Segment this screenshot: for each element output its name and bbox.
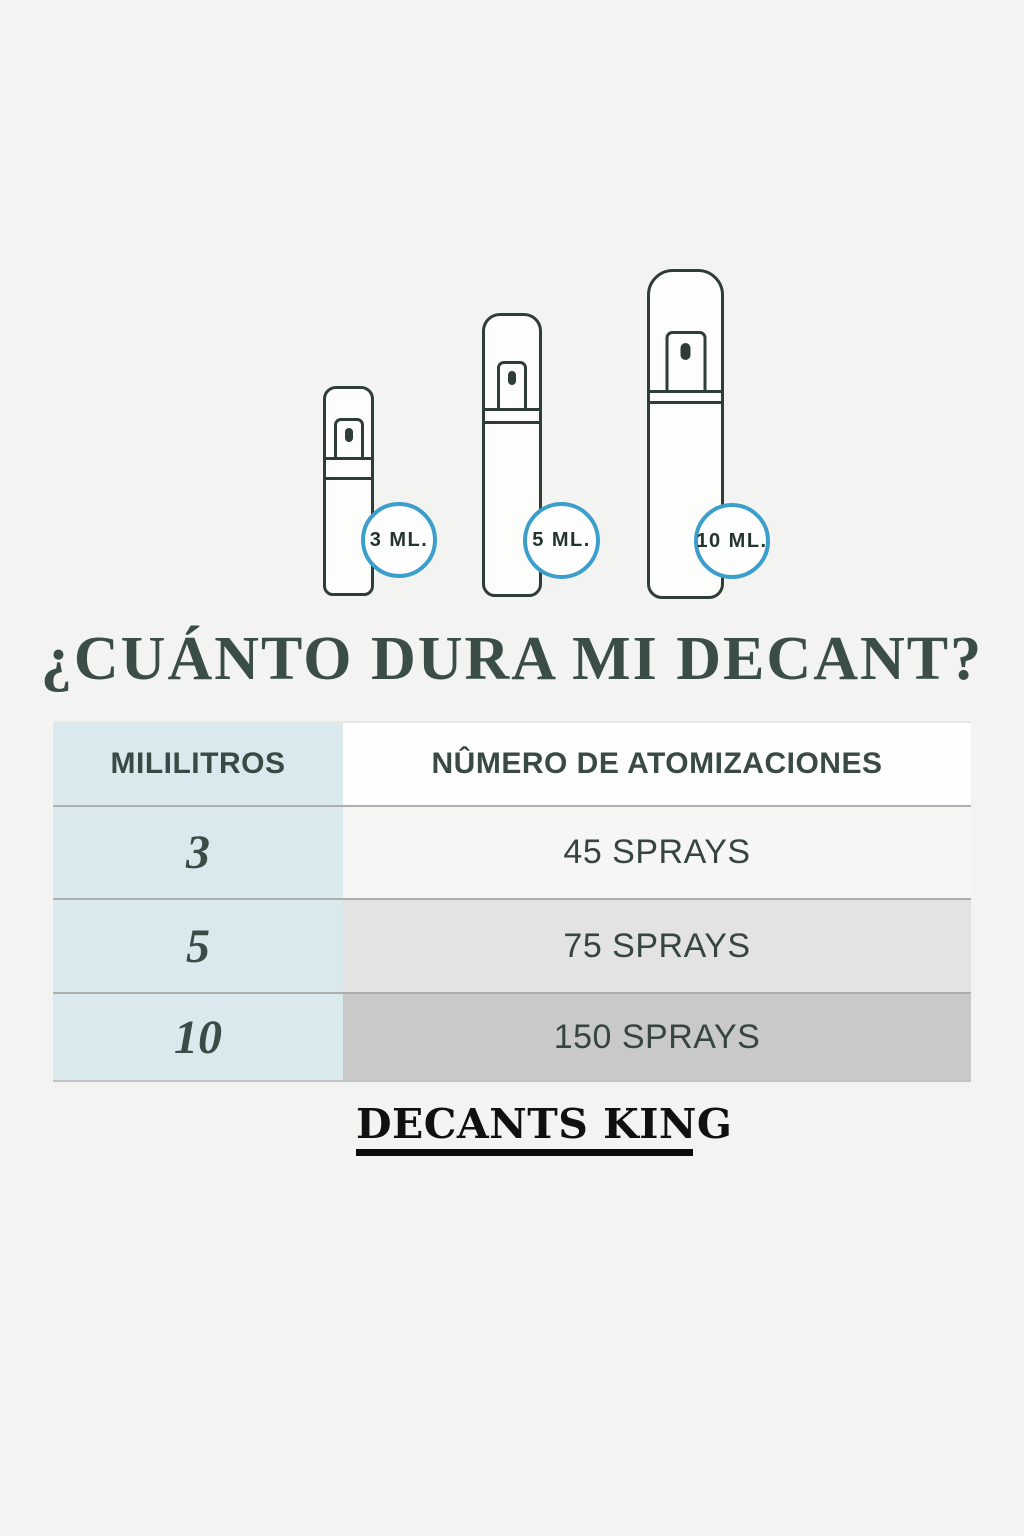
- sprays-cell: [343, 900, 971, 992]
- header-label: MILILITROS: [110, 747, 286, 780]
- sprays-value: 150 SPRAYS: [553, 1017, 761, 1056]
- ml-value: 10: [174, 1010, 222, 1064]
- spray-actuator-icon: [334, 418, 364, 457]
- ml-value: 5: [186, 919, 210, 973]
- ml-value: 3: [186, 826, 210, 879]
- sprays-value: 45 SPRAYS: [563, 833, 751, 871]
- spray-actuator-icon: [497, 361, 527, 408]
- nozzle-icon: [681, 343, 691, 360]
- page-title: ¿CUÁNTO DURA MI DECANT?: [40, 625, 984, 693]
- header-cell-atomizations: [343, 723, 971, 805]
- size-badge-label: 3 ML.: [369, 528, 429, 551]
- sprays-value: 75 SPRAYS: [563, 926, 751, 965]
- duration-table: [53, 721, 971, 1082]
- size-badge-label: 10 ML.: [696, 529, 768, 552]
- bottle-collar: [326, 457, 371, 480]
- size-badge-5ml: [523, 502, 600, 579]
- header-label: NÛMERO DE ATOMIZACIONES: [431, 747, 883, 780]
- table-row: [53, 805, 971, 898]
- size-badge-label: 5 ML.: [532, 529, 591, 551]
- header-cell-milliliters: [53, 723, 343, 805]
- nozzle-icon: [345, 428, 353, 442]
- bottle-collar: [485, 408, 539, 424]
- size-badge-3ml: [361, 502, 437, 578]
- ml-cell: [53, 900, 343, 992]
- sprays-cell: [343, 994, 971, 1080]
- bottle-3ml-icon: [323, 386, 374, 596]
- bottle-collar: [650, 390, 721, 404]
- ml-cell: [53, 994, 343, 1080]
- brand-underline: [356, 1149, 693, 1156]
- table-row: [53, 992, 971, 1082]
- spray-actuator-icon: [665, 331, 706, 390]
- size-badge-10ml: [694, 503, 770, 579]
- nozzle-icon: [508, 371, 516, 385]
- ml-cell: [53, 807, 343, 898]
- sprays-cell: [343, 807, 971, 898]
- table-header-row: [53, 723, 971, 805]
- table-row: [53, 898, 971, 992]
- brand-name: DECANTS KING: [356, 1100, 733, 1148]
